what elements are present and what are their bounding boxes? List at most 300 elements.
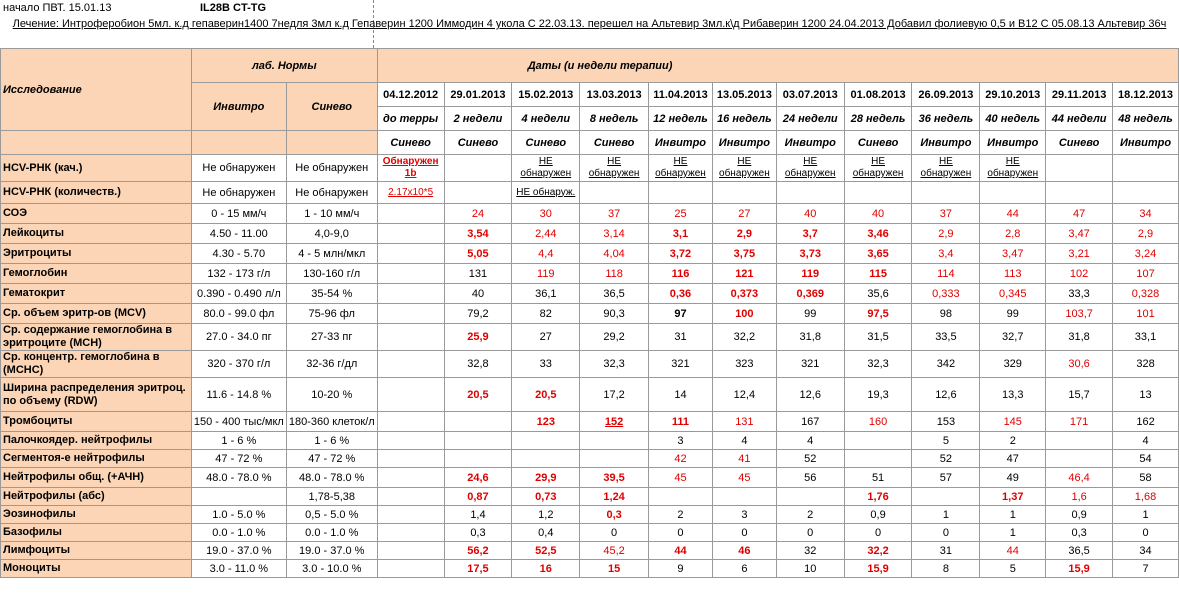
value-cell[interactable]: 3,1 [649, 224, 713, 244]
week-header-cell[interactable]: 4 недели [512, 107, 580, 131]
value-cell[interactable]: 32 [776, 542, 844, 560]
value-cell[interactable]: 162 [1113, 412, 1179, 432]
value-cell[interactable] [377, 488, 444, 506]
value-cell[interactable]: 32,2 [844, 542, 912, 560]
value-cell[interactable]: 29,2 [580, 324, 649, 351]
value-cell[interactable] [377, 244, 444, 264]
value-cell[interactable]: 1,24 [580, 488, 649, 506]
value-cell[interactable]: 0,3 [444, 524, 512, 542]
value-cell[interactable]: 5,05 [444, 244, 512, 264]
value-cell[interactable]: 0,4 [512, 524, 580, 542]
value-cell[interactable]: 79,2 [444, 304, 512, 324]
row-name-cell[interactable]: СОЭ [1, 204, 192, 224]
value-cell[interactable] [580, 182, 649, 204]
value-cell[interactable]: 37 [912, 204, 980, 224]
value-cell[interactable]: 12,6 [776, 378, 844, 412]
date-header-cell[interactable]: 11.04.2013 [649, 83, 713, 107]
value-cell[interactable]: 37 [580, 204, 649, 224]
norm-invitro-cell[interactable]: 11.6 - 14.8 % [191, 378, 286, 412]
value-cell[interactable]: НЕ обнаружен [712, 155, 776, 182]
row-name-cell[interactable]: Эозинофилы [1, 506, 192, 524]
value-cell[interactable]: 2 [980, 432, 1046, 450]
norm-sinevo-cell[interactable]: 3.0 - 10.0 % [286, 560, 377, 578]
value-cell[interactable] [1046, 182, 1113, 204]
value-cell[interactable]: 2,9 [712, 224, 776, 244]
value-cell[interactable]: 131 [712, 412, 776, 432]
value-cell[interactable]: 0,328 [1113, 284, 1179, 304]
value-cell[interactable]: 34 [1113, 204, 1179, 224]
norm-sinevo-cell[interactable]: 1 - 6 % [286, 432, 377, 450]
value-cell[interactable]: 119 [776, 264, 844, 284]
value-cell[interactable] [377, 284, 444, 304]
week-header-cell[interactable]: 2 недели [444, 107, 512, 131]
row-name-cell[interactable]: Эритроциты [1, 244, 192, 264]
value-cell[interactable]: 54 [1113, 450, 1179, 468]
norm-invitro-cell[interactable]: 47 - 72 % [191, 450, 286, 468]
row-name-cell[interactable]: Лейкоциты [1, 224, 192, 244]
row-name-cell[interactable]: Палочкоядер. нейтрофилы [1, 432, 192, 450]
value-cell[interactable]: 0,369 [776, 284, 844, 304]
value-cell[interactable]: 3,54 [444, 224, 512, 244]
value-cell[interactable]: 15 [580, 560, 649, 578]
dates-header-cell[interactable] [377, 49, 1178, 83]
value-cell[interactable]: 113 [980, 264, 1046, 284]
date-header-cell[interactable]: 13.03.2013 [580, 83, 649, 107]
value-cell[interactable] [912, 182, 980, 204]
value-cell[interactable] [444, 155, 512, 182]
value-cell[interactable]: 13,3 [980, 378, 1046, 412]
week-header-cell[interactable]: 28 недель [844, 107, 912, 131]
value-cell[interactable]: 152 [580, 412, 649, 432]
value-cell[interactable]: 102 [1046, 264, 1113, 284]
norm-invitro-cell[interactable]: 150 - 400 тыс/мкл [191, 412, 286, 432]
value-cell[interactable]: 82 [512, 304, 580, 324]
value-cell[interactable]: 1,2 [512, 506, 580, 524]
value-cell[interactable]: 3,73 [776, 244, 844, 264]
value-cell[interactable]: 14 [649, 378, 713, 412]
week-header-cell[interactable]: 48 недель [1113, 107, 1179, 131]
value-cell[interactable]: 3 [649, 432, 713, 450]
value-cell[interactable]: 32,3 [844, 351, 912, 378]
value-cell[interactable]: 107 [1113, 264, 1179, 284]
value-cell[interactable]: 33,5 [912, 324, 980, 351]
value-cell[interactable]: НЕ обнаружен [776, 155, 844, 182]
value-cell[interactable]: 40 [444, 284, 512, 304]
value-cell[interactable]: 39,5 [580, 468, 649, 488]
blank-cell[interactable] [191, 131, 286, 155]
norm-sinevo-cell[interactable]: 0.0 - 1.0 % [286, 524, 377, 542]
value-cell[interactable] [377, 224, 444, 244]
norm-sinevo-cell[interactable]: 4 - 5 млн/мкл [286, 244, 377, 264]
lab-header-cell[interactable]: Синево [377, 131, 444, 155]
value-cell[interactable] [377, 506, 444, 524]
value-cell[interactable]: 1 [980, 524, 1046, 542]
row-name-cell[interactable]: Тромбоциты [1, 412, 192, 432]
value-cell[interactable]: 0,373 [712, 284, 776, 304]
value-cell[interactable] [444, 450, 512, 468]
lab-header-cell[interactable]: Инвитро [980, 131, 1046, 155]
value-cell[interactable]: 47 [980, 450, 1046, 468]
value-cell[interactable] [580, 432, 649, 450]
value-cell[interactable]: 1,4 [444, 506, 512, 524]
value-cell[interactable]: 6 [712, 560, 776, 578]
value-cell[interactable]: 2,9 [912, 224, 980, 244]
value-cell[interactable]: 3,47 [980, 244, 1046, 264]
week-header-cell[interactable]: 24 недели [776, 107, 844, 131]
value-cell[interactable]: 12,6 [912, 378, 980, 412]
value-cell[interactable]: 328 [1113, 351, 1179, 378]
value-cell[interactable]: 90,3 [580, 304, 649, 324]
value-cell[interactable] [377, 378, 444, 412]
value-cell[interactable]: 97,5 [844, 304, 912, 324]
row-name-cell[interactable]: HCV-РНК (количеств.) [1, 182, 192, 204]
start-label[interactable]: начало ПВТ. 15.01.13 [3, 2, 112, 14]
value-cell[interactable]: 0,333 [912, 284, 980, 304]
value-cell[interactable]: 99 [776, 304, 844, 324]
value-cell[interactable]: 3,7 [776, 224, 844, 244]
value-cell[interactable]: 0,87 [444, 488, 512, 506]
value-cell[interactable]: 1,68 [1113, 488, 1179, 506]
norm-sinevo-cell[interactable]: 19.0 - 37.0 % [286, 542, 377, 560]
value-cell[interactable]: 119 [512, 264, 580, 284]
value-cell[interactable]: 56 [776, 468, 844, 488]
value-cell[interactable]: 0,73 [512, 488, 580, 506]
value-cell[interactable]: 7 [1113, 560, 1179, 578]
value-cell[interactable] [377, 542, 444, 560]
value-cell[interactable]: 24 [444, 204, 512, 224]
value-cell[interactable]: 3 [712, 506, 776, 524]
norm-sinevo-cell[interactable]: 75-96 фл [286, 304, 377, 324]
norm-invitro-cell[interactable]: Не обнаружен [191, 182, 286, 204]
lab-header-cell[interactable]: Инвитро [776, 131, 844, 155]
value-cell[interactable]: 52,5 [512, 542, 580, 560]
lab1-header-cell[interactable] [191, 83, 286, 131]
value-cell[interactable]: 33 [512, 351, 580, 378]
value-cell[interactable]: 0 [712, 524, 776, 542]
value-cell[interactable]: 0 [844, 524, 912, 542]
norm-invitro-cell[interactable]: 3.0 - 11.0 % [191, 560, 286, 578]
date-header-cell[interactable]: 15.02.2013 [512, 83, 580, 107]
norm-invitro-cell[interactable]: 320 - 370 г/л [191, 351, 286, 378]
value-cell[interactable]: 31,5 [844, 324, 912, 351]
date-header-cell[interactable]: 01.08.2013 [844, 83, 912, 107]
value-cell[interactable] [712, 488, 776, 506]
value-cell[interactable]: 8 [912, 560, 980, 578]
value-cell[interactable]: 36,5 [580, 284, 649, 304]
value-cell[interactable]: 111 [649, 412, 713, 432]
blank-cell[interactable] [286, 131, 377, 155]
value-cell[interactable]: 9 [649, 560, 713, 578]
week-header-cell[interactable]: 44 недели [1046, 107, 1113, 131]
value-cell[interactable]: 116 [649, 264, 713, 284]
value-cell[interactable]: 25 [649, 204, 713, 224]
value-cell[interactable] [712, 182, 776, 204]
value-cell[interactable]: Обнаружен 1b [377, 155, 444, 182]
lab-header-cell[interactable]: Инвитро [649, 131, 713, 155]
row-name-cell[interactable]: Нейтрофилы общ. (+АЧН) [1, 468, 192, 488]
value-cell[interactable]: 3,72 [649, 244, 713, 264]
value-cell[interactable]: 1,6 [1046, 488, 1113, 506]
value-cell[interactable] [377, 304, 444, 324]
value-cell[interactable]: 0 [1113, 524, 1179, 542]
value-cell[interactable]: 323 [712, 351, 776, 378]
value-cell[interactable]: 4 [776, 432, 844, 450]
value-cell[interactable] [377, 432, 444, 450]
value-cell[interactable] [377, 412, 444, 432]
value-cell[interactable]: 12,4 [712, 378, 776, 412]
value-cell[interactable]: 51 [844, 468, 912, 488]
value-cell[interactable]: 342 [912, 351, 980, 378]
value-cell[interactable]: 44 [980, 204, 1046, 224]
value-cell[interactable] [776, 488, 844, 506]
value-cell[interactable]: 321 [649, 351, 713, 378]
value-cell[interactable]: 45 [649, 468, 713, 488]
norms-header-cell[interactable] [191, 49, 377, 83]
lab-header-cell[interactable]: Инвитро [912, 131, 980, 155]
value-cell[interactable]: 1 [912, 506, 980, 524]
value-cell[interactable]: 20,5 [512, 378, 580, 412]
value-cell[interactable]: 2 [776, 506, 844, 524]
value-cell[interactable] [844, 182, 912, 204]
row-name-cell[interactable]: Базофилы [1, 524, 192, 542]
value-cell[interactable]: НЕ обнаружен [912, 155, 980, 182]
value-cell[interactable]: НЕ обнаружен [980, 155, 1046, 182]
value-cell[interactable]: НЕ обнаружен [649, 155, 713, 182]
row-name-cell[interactable]: Гемоглобин [1, 264, 192, 284]
value-cell[interactable]: 2 [649, 506, 713, 524]
value-cell[interactable]: 1,76 [844, 488, 912, 506]
value-cell[interactable]: 32,7 [980, 324, 1046, 351]
value-cell[interactable]: 32,8 [444, 351, 512, 378]
value-cell[interactable]: 1,37 [980, 488, 1046, 506]
value-cell[interactable]: 118 [580, 264, 649, 284]
norm-invitro-cell[interactable]: 4.30 - 5.70 [191, 244, 286, 264]
value-cell[interactable]: 103,7 [1046, 304, 1113, 324]
value-cell[interactable] [377, 524, 444, 542]
value-cell[interactable] [1113, 182, 1179, 204]
value-cell[interactable]: 3,14 [580, 224, 649, 244]
norm-sinevo-cell[interactable]: 32-36 г/дл [286, 351, 377, 378]
value-cell[interactable]: 1 [1113, 506, 1179, 524]
value-cell[interactable]: 34 [1113, 542, 1179, 560]
value-cell[interactable]: 15,9 [844, 560, 912, 578]
week-header-cell[interactable]: 12 недель [649, 107, 713, 131]
value-cell[interactable]: 24,6 [444, 468, 512, 488]
value-cell[interactable]: 114 [912, 264, 980, 284]
value-cell[interactable]: 17,5 [444, 560, 512, 578]
value-cell[interactable]: 0 [912, 524, 980, 542]
value-cell[interactable]: 36,1 [512, 284, 580, 304]
value-cell[interactable] [1113, 155, 1179, 182]
value-cell[interactable] [444, 182, 512, 204]
genotype-label[interactable]: IL28B CT-TG [200, 2, 267, 14]
value-cell[interactable] [377, 351, 444, 378]
date-header-cell[interactable]: 04.12.2012 [377, 83, 444, 107]
value-cell[interactable]: 4 [712, 432, 776, 450]
value-cell[interactable]: 47 [1046, 204, 1113, 224]
value-cell[interactable] [377, 468, 444, 488]
value-cell[interactable]: 167 [776, 412, 844, 432]
row-name-cell[interactable]: HCV-РНК (кач.) [1, 155, 192, 182]
value-cell[interactable] [912, 488, 980, 506]
norm-invitro-cell[interactable]: 4.50 - 11.00 [191, 224, 286, 244]
value-cell[interactable]: 33,3 [1046, 284, 1113, 304]
value-cell[interactable]: НЕ обнаружен [512, 155, 580, 182]
value-cell[interactable]: 42 [649, 450, 713, 468]
value-cell[interactable]: 153 [912, 412, 980, 432]
value-cell[interactable]: 3,65 [844, 244, 912, 264]
lab-header-cell[interactable]: Синево [580, 131, 649, 155]
treatment-text[interactable]: Лечение: Интроферобион 5мл. к.д гепаверин1400 7недля 3мл к.д Гепаверин 1200 Иммодин 4 укола С 22.03.13. перешел на Альтевир 3мл.к\д Рибаверин 1200 24.04.2013 Добавил фолиевую 0,5 и В12 С 05.08.13 Альтевир 36ч [12, 18, 1167, 30]
value-cell[interactable]: 329 [980, 351, 1046, 378]
value-cell[interactable]: 0,36 [649, 284, 713, 304]
norm-sinevo-cell[interactable]: 10-20 % [286, 378, 377, 412]
norm-sinevo-cell[interactable]: 130-160 г/л [286, 264, 377, 284]
row-name-cell[interactable]: Нейтрофилы (абс) [1, 488, 192, 506]
value-cell[interactable]: 115 [844, 264, 912, 284]
value-cell[interactable]: 99 [980, 304, 1046, 324]
value-cell[interactable]: 0,3 [1046, 524, 1113, 542]
value-cell[interactable] [649, 488, 713, 506]
value-cell[interactable]: 46,4 [1046, 468, 1113, 488]
value-cell[interactable]: 30 [512, 204, 580, 224]
value-cell[interactable]: 15,7 [1046, 378, 1113, 412]
lab-header-cell[interactable]: Инвитро [1113, 131, 1179, 155]
value-cell[interactable]: 2,44 [512, 224, 580, 244]
norm-invitro-cell[interactable]: 80.0 - 99.0 фл [191, 304, 286, 324]
value-cell[interactable]: 5 [912, 432, 980, 450]
value-cell[interactable]: 0 [776, 524, 844, 542]
value-cell[interactable]: 2,8 [980, 224, 1046, 244]
value-cell[interactable] [444, 412, 512, 432]
value-cell[interactable]: 49 [980, 468, 1046, 488]
value-cell[interactable]: 44 [649, 542, 713, 560]
norm-sinevo-cell[interactable]: 35-54 % [286, 284, 377, 304]
value-cell[interactable]: 2.17х10*5 [377, 182, 444, 204]
lab-header-cell[interactable]: Синево [512, 131, 580, 155]
norm-sinevo-cell[interactable]: 1 - 10 мм/ч [286, 204, 377, 224]
value-cell[interactable]: 32,2 [712, 324, 776, 351]
value-cell[interactable]: 4,4 [512, 244, 580, 264]
value-cell[interactable]: 10 [776, 560, 844, 578]
value-cell[interactable] [512, 450, 580, 468]
value-cell[interactable]: 20,5 [444, 378, 512, 412]
value-cell[interactable]: 45,2 [580, 542, 649, 560]
value-cell[interactable]: 52 [776, 450, 844, 468]
value-cell[interactable]: 17,2 [580, 378, 649, 412]
value-cell[interactable]: 31,8 [1046, 324, 1113, 351]
norm-invitro-cell[interactable]: 1 - 6 % [191, 432, 286, 450]
row-name-cell[interactable]: Ср. объем эритр-ов (MCV) [1, 304, 192, 324]
value-cell[interactable]: 45 [712, 468, 776, 488]
value-cell[interactable]: 3,75 [712, 244, 776, 264]
value-cell[interactable]: 121 [712, 264, 776, 284]
value-cell[interactable]: 31 [649, 324, 713, 351]
row-name-cell[interactable]: Моноциты [1, 560, 192, 578]
value-cell[interactable]: 36,5 [1046, 542, 1113, 560]
study-header-cell[interactable] [1, 49, 192, 131]
value-cell[interactable]: 171 [1046, 412, 1113, 432]
value-cell[interactable]: 57 [912, 468, 980, 488]
value-cell[interactable] [1046, 450, 1113, 468]
value-cell[interactable] [844, 432, 912, 450]
date-header-cell[interactable]: 29.01.2013 [444, 83, 512, 107]
value-cell[interactable] [844, 450, 912, 468]
norm-invitro-cell[interactable]: 1.0 - 5.0 % [191, 506, 286, 524]
lab-header-cell[interactable]: Инвитро [712, 131, 776, 155]
value-cell[interactable]: 0,3 [580, 506, 649, 524]
value-cell[interactable]: 44 [980, 542, 1046, 560]
norm-invitro-cell[interactable]: Не обнаружен [191, 155, 286, 182]
value-cell[interactable]: 0 [580, 524, 649, 542]
date-header-cell[interactable]: 29.11.2013 [1046, 83, 1113, 107]
value-cell[interactable] [377, 324, 444, 351]
date-header-cell[interactable]: 18.12.2013 [1113, 83, 1179, 107]
norm-invitro-cell[interactable]: 132 - 173 г/л [191, 264, 286, 284]
value-cell[interactable]: 321 [776, 351, 844, 378]
value-cell[interactable] [1046, 155, 1113, 182]
value-cell[interactable]: 5 [980, 560, 1046, 578]
value-cell[interactable]: 3,46 [844, 224, 912, 244]
value-cell[interactable]: 0,9 [844, 506, 912, 524]
lab2-header-cell[interactable] [286, 83, 377, 131]
norm-sinevo-cell[interactable]: 27-33 пг [286, 324, 377, 351]
value-cell[interactable]: 58 [1113, 468, 1179, 488]
norm-invitro-cell[interactable]: 0 - 15 мм/ч [191, 204, 286, 224]
week-header-cell[interactable]: 36 недель [912, 107, 980, 131]
date-header-cell[interactable]: 03.07.2013 [776, 83, 844, 107]
value-cell[interactable]: 30,6 [1046, 351, 1113, 378]
norm-sinevo-cell[interactable]: Не обнаружен [286, 182, 377, 204]
value-cell[interactable]: 0,345 [980, 284, 1046, 304]
value-cell[interactable] [512, 432, 580, 450]
row-name-cell[interactable]: Сегментоя-е нейтрофилы [1, 450, 192, 468]
value-cell[interactable] [776, 182, 844, 204]
lab-header-cell[interactable]: Синево [444, 131, 512, 155]
value-cell[interactable]: 40 [844, 204, 912, 224]
value-cell[interactable]: 40 [776, 204, 844, 224]
week-header-cell[interactable]: 16 недель [712, 107, 776, 131]
row-name-cell[interactable]: Гематокрит [1, 284, 192, 304]
norm-invitro-cell[interactable]: 48.0 - 78.0 % [191, 468, 286, 488]
value-cell[interactable]: 2,9 [1113, 224, 1179, 244]
lab-header-cell[interactable]: Синево [1046, 131, 1113, 155]
norm-sinevo-cell[interactable]: 48.0 - 78.0 % [286, 468, 377, 488]
value-cell[interactable]: 3,4 [912, 244, 980, 264]
value-cell[interactable]: НЕ обнаружен [580, 155, 649, 182]
value-cell[interactable]: 145 [980, 412, 1046, 432]
value-cell[interactable]: 19,3 [844, 378, 912, 412]
value-cell[interactable]: 46 [712, 542, 776, 560]
value-cell[interactable]: 15,9 [1046, 560, 1113, 578]
value-cell[interactable] [377, 560, 444, 578]
value-cell[interactable] [980, 182, 1046, 204]
value-cell[interactable]: 123 [512, 412, 580, 432]
value-cell[interactable] [377, 264, 444, 284]
value-cell[interactable]: НЕ обнаруж. [512, 182, 580, 204]
row-name-cell[interactable]: Ср. содержание гемоглобина в эритроците (MCH) [1, 324, 192, 351]
value-cell[interactable]: 97 [649, 304, 713, 324]
value-cell[interactable]: 0,9 [1046, 506, 1113, 524]
value-cell[interactable]: 98 [912, 304, 980, 324]
norm-invitro-cell[interactable] [191, 488, 286, 506]
norm-sinevo-cell[interactable]: 180-360 клеток/л [286, 412, 377, 432]
value-cell[interactable] [377, 450, 444, 468]
value-cell[interactable] [377, 204, 444, 224]
norm-sinevo-cell[interactable]: 47 - 72 % [286, 450, 377, 468]
norm-invitro-cell[interactable]: 0.390 - 0.490 л/л [191, 284, 286, 304]
norm-sinevo-cell[interactable]: Не обнаружен [286, 155, 377, 182]
